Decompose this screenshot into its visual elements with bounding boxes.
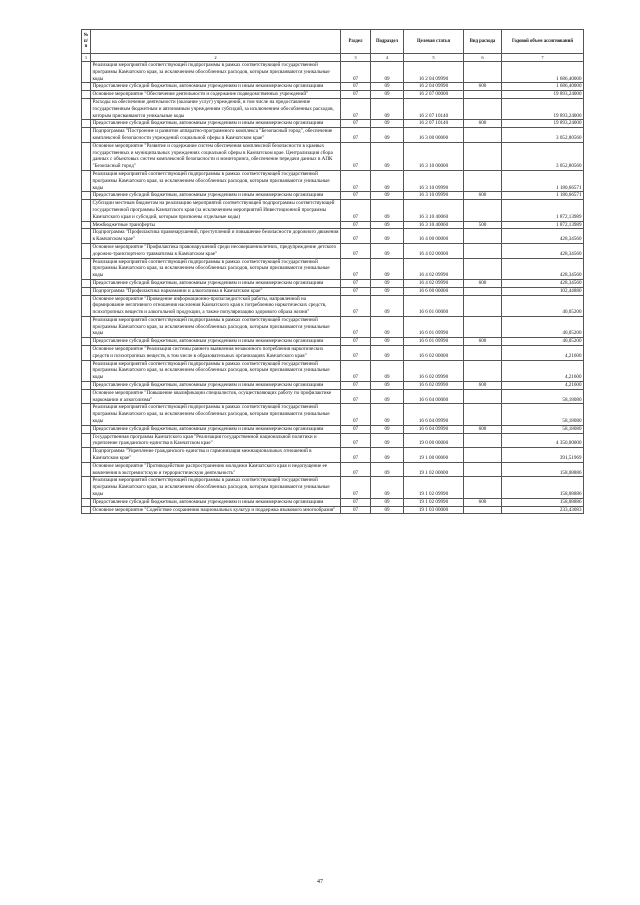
cell-razdel: 07 [341,360,371,381]
cell-num [82,258,91,279]
cell-expense: 600 [464,382,502,390]
table-row [82,91,584,99]
cell-expense: 600 [464,338,502,346]
table-row [82,295,584,316]
cell-num [82,506,91,514]
cell-expense [464,200,502,221]
cell-razdel: 07 [341,192,371,200]
cell-target: 19 1 02 09990 [404,498,464,506]
cell-razdel: 07 [341,62,371,83]
cell-amount: 4 350,00000 [502,433,584,448]
cell-podrazdel: 09 [371,243,404,258]
cell-target: 16 3 10 00000 [404,142,464,170]
cell-expense: 600 [464,120,502,128]
cell-name: Предоставление субсидий бюджетным, автономным учреждениям и иным некоммерческим организациям [91,192,341,200]
cell-podrazdel: 09 [371,91,404,99]
cell-target: 16 2 07 10140 [404,98,464,119]
table-row [82,389,584,404]
cell-num [82,295,91,316]
cell-name: Предоставление субсидий бюджетным, автономным учреждениям и иным некоммерческим организациям [91,279,341,287]
cell-target: 16 6 02 09990 [404,382,464,390]
cell-num [82,128,91,143]
cell-expense [464,360,502,381]
cell-podrazdel: 09 [371,279,404,287]
cell-name: Основное мероприятие "Развитие и содержание систем обеспечения комплексной безопасности в краевых государственных и муниципальных учреждениях социальной сферы в Камчатском крае. Централизация сбора данных с объектовых систем комплексной безопасности и мониторинга, обеспечение передачи данных в АПК "Безопасный город" [91,142,341,170]
cell-num [82,62,91,83]
cell-expense [464,287,502,295]
col-number: 2 [91,54,341,62]
header-razdel: Раздел [341,30,371,54]
col-number: 3 [341,54,371,62]
cell-expense [464,142,502,170]
cell-amount: 1 180,66571 [502,192,584,200]
cell-podrazdel: 09 [371,200,404,221]
cell-podrazdel: 09 [371,295,404,316]
cell-expense: 600 [464,83,502,91]
cell-num [82,346,91,361]
cell-name: Реализация мероприятий соответствующей подпрограммы в рамках соответствующей государственной программы Камчатского края, за исключением обособленных расходов, которым присваиваются уникальные коды [91,62,341,83]
cell-name: Предоставление субсидий бюджетным, автономным учреждениям и иным некоммерческим организациям [91,83,341,91]
cell-amount: 1 872,13989 [502,200,584,221]
cell-podrazdel: 09 [371,62,404,83]
cell-amount: 1 686,40000 [502,62,584,83]
cell-target: 16 6 04 00000 [404,389,464,404]
cell-amount: 4,21600 [502,360,584,381]
cell-amount: 233,43083 [502,506,584,514]
table-row [82,258,584,279]
cell-target: 16 2 07 00000 [404,91,464,99]
header-expense: Вид расхода [464,30,502,54]
table-row [82,382,584,390]
cell-amount: 3 052,80560 [502,128,584,143]
cell-podrazdel: 09 [371,98,404,119]
cell-num [82,170,91,191]
cell-expense [464,295,502,316]
column-numbering-row [82,54,584,62]
cell-podrazdel: 09 [371,221,404,229]
table-row [82,200,584,221]
cell-razdel: 07 [341,142,371,170]
cell-razdel: 07 [341,506,371,514]
cell-name: Подпрограмма "Профилактика правонарушений, преступлений и повышение безопасности дорожного движения в Камчатском крае" [91,229,341,244]
cell-amount: 58,18080 [502,389,584,404]
cell-razdel: 07 [341,83,371,91]
cell-target: 16 3 10 40060 [404,221,464,229]
cell-expense [464,170,502,191]
cell-expense [464,506,502,514]
cell-target: 16 6 04 09990 [404,425,464,433]
cell-name: Реализация мероприятий соответствующей подпрограммы в рамках соответствующей государственной программы Камчатского края, за исключением обособленных расходов, которым присваиваются уникальные коды [91,316,341,337]
cell-num [82,120,91,128]
cell-target: 16 6 01 09990 [404,316,464,337]
cell-amount: 4,21600 [502,382,584,390]
cell-razdel: 07 [341,425,371,433]
cell-num [82,404,91,425]
cell-expense [464,258,502,279]
cell-razdel: 07 [341,243,371,258]
cell-name: Подпрограмма "Профилактика наркомании и алкоголизма в Камчатском крае" [91,287,341,295]
cell-podrazdel: 09 [371,382,404,390]
cell-podrazdel: 09 [371,404,404,425]
cell-expense [464,404,502,425]
cell-name: Подпрограмма "Укрепление гражданского единства и гармонизация межнациональных отношений в Камчатском крае" [91,448,341,463]
table-row [82,62,584,83]
cell-num [82,229,91,244]
cell-amount: 1 872,13989 [502,221,584,229]
cell-name: Основное мероприятие "Повышение квалификации специалистов, осуществляющих работу по профилактике наркомании и алкоголизма" [91,389,341,404]
cell-razdel: 07 [341,258,371,279]
cell-amount: 4,21600 [502,346,584,361]
cell-name: Основное мероприятие "Проведение информационно-пропагандистской работы, направленной на формирование негативного отношения населения Камчатского края к потреблению наркотических средств, психотропных веществ и алкогольной продукции, а также популяризацию здорового образа жизни" [91,295,341,316]
header-podrazdel: Подраздел [371,30,404,54]
table-row [82,338,584,346]
cell-expense [464,62,502,83]
cell-podrazdel: 09 [371,192,404,200]
cell-name: Расходы на обеспечение деятельности (оказание услуг) учреждений, в том числе на предоставление государственным бюджетным и автономным учреждениям субсидий, за исключением обособленных расходов, которым присваиваются уникальные коды [91,98,341,119]
cell-num [82,287,91,295]
page-number: 47 [317,879,323,885]
cell-razdel: 07 [341,287,371,295]
cell-name: Предоставление субсидий бюджетным, автономным учреждениям и иным некоммерческим организациям [91,498,341,506]
cell-amount: 428,34560 [502,279,584,287]
cell-name: Субсидии местным бюджетам на реализацию мероприятий соответствующей подпрограммы соответствующей государственной программы Камчатского края (за исключением мероприятий Инвестиционной программы Камчатского края и субсидий, которым присвоены отдельные коды) [91,200,341,221]
cell-target: 16 6 01 09990 [404,338,464,346]
cell-target: 19 1 03 00000 [404,506,464,514]
cell-target: 16 4 02 09990 [404,258,464,279]
cell-expense: 600 [464,279,502,287]
cell-expense: 500 [464,221,502,229]
cell-razdel: 07 [341,98,371,119]
cell-num [82,360,91,381]
cell-expense [464,462,502,477]
cell-target: 19 1 02 09990 [404,477,464,498]
cell-name: Государственная программа Камчатского края "Реализация государственной национальной политики и укрепление гражданского единства в Камчатском крае" [91,433,341,448]
cell-podrazdel: 09 [371,389,404,404]
cell-amount: 1 686,40000 [502,83,584,91]
cell-podrazdel: 09 [371,142,404,170]
cell-num [82,477,91,498]
cell-expense [464,346,502,361]
cell-amount: 58,18080 [502,404,584,425]
cell-podrazdel: 09 [371,229,404,244]
table-row [82,229,584,244]
cell-num [82,498,91,506]
cell-name: Реализация мероприятий соответствующей подпрограммы в рамках соответствующей государственной программы Камчатского края, за исключением обособленных расходов, которым присваиваются уникальные коды [91,360,341,381]
cell-num [82,221,91,229]
cell-podrazdel: 09 [371,462,404,477]
cell-razdel: 07 [341,120,371,128]
cell-amount: 158,08886 [502,477,584,498]
cell-expense: 600 [464,498,502,506]
cell-razdel: 07 [341,462,371,477]
cell-num [82,462,91,477]
cell-razdel: 07 [341,91,371,99]
cell-name: Межбюджетные трансферты [91,221,341,229]
cell-expense [464,477,502,498]
cell-amount: 1 180,66571 [502,170,584,191]
cell-num [82,98,91,119]
cell-expense [464,91,502,99]
cell-expense [464,243,502,258]
cell-num [82,279,91,287]
cell-expense [464,128,502,143]
table-row [82,243,584,258]
cell-target: 16 3 10 09990 [404,170,464,191]
cell-target: 16 2 04 09990 [404,83,464,91]
cell-amount: 19 893,24000 [502,120,584,128]
cell-target: 16 4 02 09990 [404,279,464,287]
cell-razdel: 07 [341,477,371,498]
cell-amount: 158,08886 [502,462,584,477]
col-number: 7 [502,54,584,62]
cell-num [82,338,91,346]
cell-target: 16 2 07 10140 [404,120,464,128]
cell-target: 16 6 00 00000 [404,287,464,295]
header-target: Целевая статья [404,30,464,54]
cell-podrazdel: 09 [371,338,404,346]
table-row [82,425,584,433]
col-number: 5 [404,54,464,62]
cell-num [82,83,91,91]
table-row [82,360,584,381]
cell-razdel: 07 [341,200,371,221]
cell-name: Реализация мероприятий соответствующей подпрограммы в рамках соответствующей государственной программы Камчатского края, за исключением обособленных расходов, которым присваиваются уникальные коды [91,258,341,279]
cell-amount: 428,34560 [502,243,584,258]
cell-target: 16 3 10 40060 [404,200,464,221]
cell-name: Основное мероприятие "Обеспечение деятельности и содержание подведомственных учреждений" [91,91,341,99]
table-row [82,287,584,295]
cell-podrazdel: 09 [371,425,404,433]
cell-expense [464,448,502,463]
cell-amount: 19 893,24000 [502,98,584,119]
cell-amount: 19 893,24000 [502,91,584,99]
table-row [82,462,584,477]
cell-amount: 40,05200 [502,338,584,346]
cell-razdel: 07 [341,346,371,361]
cell-name: Основное мероприятие "Профилактика правонарушений среди несовершеннолетних, предупреждение детского дорожно-транспортного травматизма в Камчатском крае" [91,243,341,258]
table-header-row [82,30,584,54]
col-number: 4 [371,54,404,62]
cell-razdel: 07 [341,128,371,143]
table-row [82,142,584,170]
cell-podrazdel: 09 [371,258,404,279]
cell-num [82,91,91,99]
table-row [82,404,584,425]
cell-podrazdel: 09 [371,360,404,381]
budget-table [81,29,584,514]
cell-amount: 3 052,80560 [502,142,584,170]
cell-num [82,192,91,200]
cell-razdel: 07 [341,404,371,425]
cell-target: 16 3 10 09990 [404,192,464,200]
cell-expense: 600 [464,192,502,200]
cell-expense [464,316,502,337]
cell-num [82,243,91,258]
cell-num [82,433,91,448]
cell-razdel: 07 [341,279,371,287]
cell-razdel: 07 [341,498,371,506]
table-row [82,477,584,498]
cell-podrazdel: 09 [371,498,404,506]
table-row [82,346,584,361]
cell-target: 19 0 00 00000 [404,433,464,448]
cell-expense [464,389,502,404]
table-row [82,192,584,200]
cell-target: 16 6 02 09990 [404,360,464,381]
cell-expense [464,98,502,119]
header-num: № п/п [82,30,91,54]
col-number: 1 [82,54,91,62]
cell-razdel: 07 [341,389,371,404]
cell-target: 16 6 01 00000 [404,295,464,316]
table-row [82,83,584,91]
table-row [82,98,584,119]
cell-num [82,142,91,170]
cell-razdel: 07 [341,338,371,346]
header-name [91,30,341,54]
table-row [82,498,584,506]
cell-num [82,425,91,433]
cell-num [82,382,91,390]
cell-target: 16 3 00 00000 [404,128,464,143]
cell-target: 16 2 04 09990 [404,62,464,83]
cell-podrazdel: 09 [371,346,404,361]
cell-num [82,389,91,404]
cell-razdel: 07 [341,221,371,229]
table-row [82,448,584,463]
cell-podrazdel: 09 [371,316,404,337]
cell-target: 19 1 00 00000 [404,448,464,463]
table-row [82,221,584,229]
cell-amount: 40,05200 [502,316,584,337]
cell-target: 16 4 02 00000 [404,243,464,258]
cell-razdel: 07 [341,382,371,390]
cell-name: Основное мероприятие "Содействие сохранению национальных культур и поддержка языкового многообразия" [91,506,341,514]
cell-name: Основное мероприятие "Реализация системы раннего выявления незаконного потребления наркотических средств и психотропных веществ, в том числе в образовательных организациях Камчатского края" [91,346,341,361]
cell-amount: 58,18080 [502,425,584,433]
cell-name: Основное мероприятие "Противодействие распространению молодежи Камчатского края и недопущение ее вовлечения в экстремистскую и террористическую деятельность" [91,462,341,477]
cell-podrazdel: 09 [371,433,404,448]
cell-razdel: 07 [341,170,371,191]
table-row [82,506,584,514]
cell-name: Предоставление субсидий бюджетным, автономным учреждениям и иным некоммерческим организациям [91,382,341,390]
cell-razdel: 07 [341,433,371,448]
col-number: 6 [464,54,502,62]
table-row [82,128,584,143]
cell-num [82,316,91,337]
cell-razdel: 07 [341,295,371,316]
cell-podrazdel: 09 [371,287,404,295]
cell-podrazdel: 09 [371,477,404,498]
cell-name: Предоставление субсидий бюджетным, автономным учреждениям и иным некоммерческим организациям [91,425,341,433]
cell-num [82,200,91,221]
cell-expense [464,229,502,244]
cell-num [82,448,91,463]
table-row [82,279,584,287]
cell-expense [464,433,502,448]
cell-razdel: 07 [341,229,371,244]
cell-amount: 102,44880 [502,287,584,295]
cell-target: 19 1 02 00000 [404,462,464,477]
cell-amount: 428,34560 [502,229,584,244]
table-row [82,316,584,337]
table-row [82,170,584,191]
cell-podrazdel: 09 [371,128,404,143]
cell-podrazdel: 09 [371,506,404,514]
cell-name: Реализация мероприятий соответствующей подпрограммы в рамках соответствующей государственной программы Камчатского края, за исключением обособленных расходов, которым присваиваются уникальные коды [91,404,341,425]
cell-podrazdel: 09 [371,120,404,128]
cell-amount: 158,08886 [502,498,584,506]
table-body [82,62,584,514]
cell-razdel: 07 [341,448,371,463]
cell-name: Предоставление субсидий бюджетным, автономным учреждениям и иным некоммерческим организациям [91,338,341,346]
cell-name: Реализация мероприятий соответствующей подпрограммы в рамках соответствующей государственной программы Камчатского края, за исключением обособленных расходов, которым присваиваются уникальные коды [91,170,341,191]
header-amount: Годовой объем ассигнований [502,30,584,54]
cell-amount: 428,34560 [502,258,584,279]
cell-razdel: 07 [341,316,371,337]
cell-podrazdel: 09 [371,83,404,91]
cell-podrazdel: 09 [371,448,404,463]
cell-amount: 391,51969 [502,448,584,463]
cell-podrazdel: 09 [371,170,404,191]
cell-name: Предоставление субсидий бюджетным, автономным учреждениям и иным некоммерческим организациям [91,120,341,128]
cell-amount: 40,05200 [502,295,584,316]
table-row [82,433,584,448]
cell-name: Реализация мероприятий соответствующей подпрограммы в рамках соответствующей государственной программы Камчатского края, за исключением обособленных расходов, которым присваиваются уникальные коды [91,477,341,498]
table-row [82,120,584,128]
cell-expense: 600 [464,425,502,433]
cell-target: 16 6 02 00000 [404,346,464,361]
cell-target: 16 4 00 00000 [404,229,464,244]
cell-name: Подпрограмма "Построение и развитие аппаратно-программного комплекса "Безопасный город", обеспечение комплексной безопасности учреждений социальной сферы в Камчатском крае" [91,128,341,143]
cell-target: 16 6 04 09990 [404,404,464,425]
